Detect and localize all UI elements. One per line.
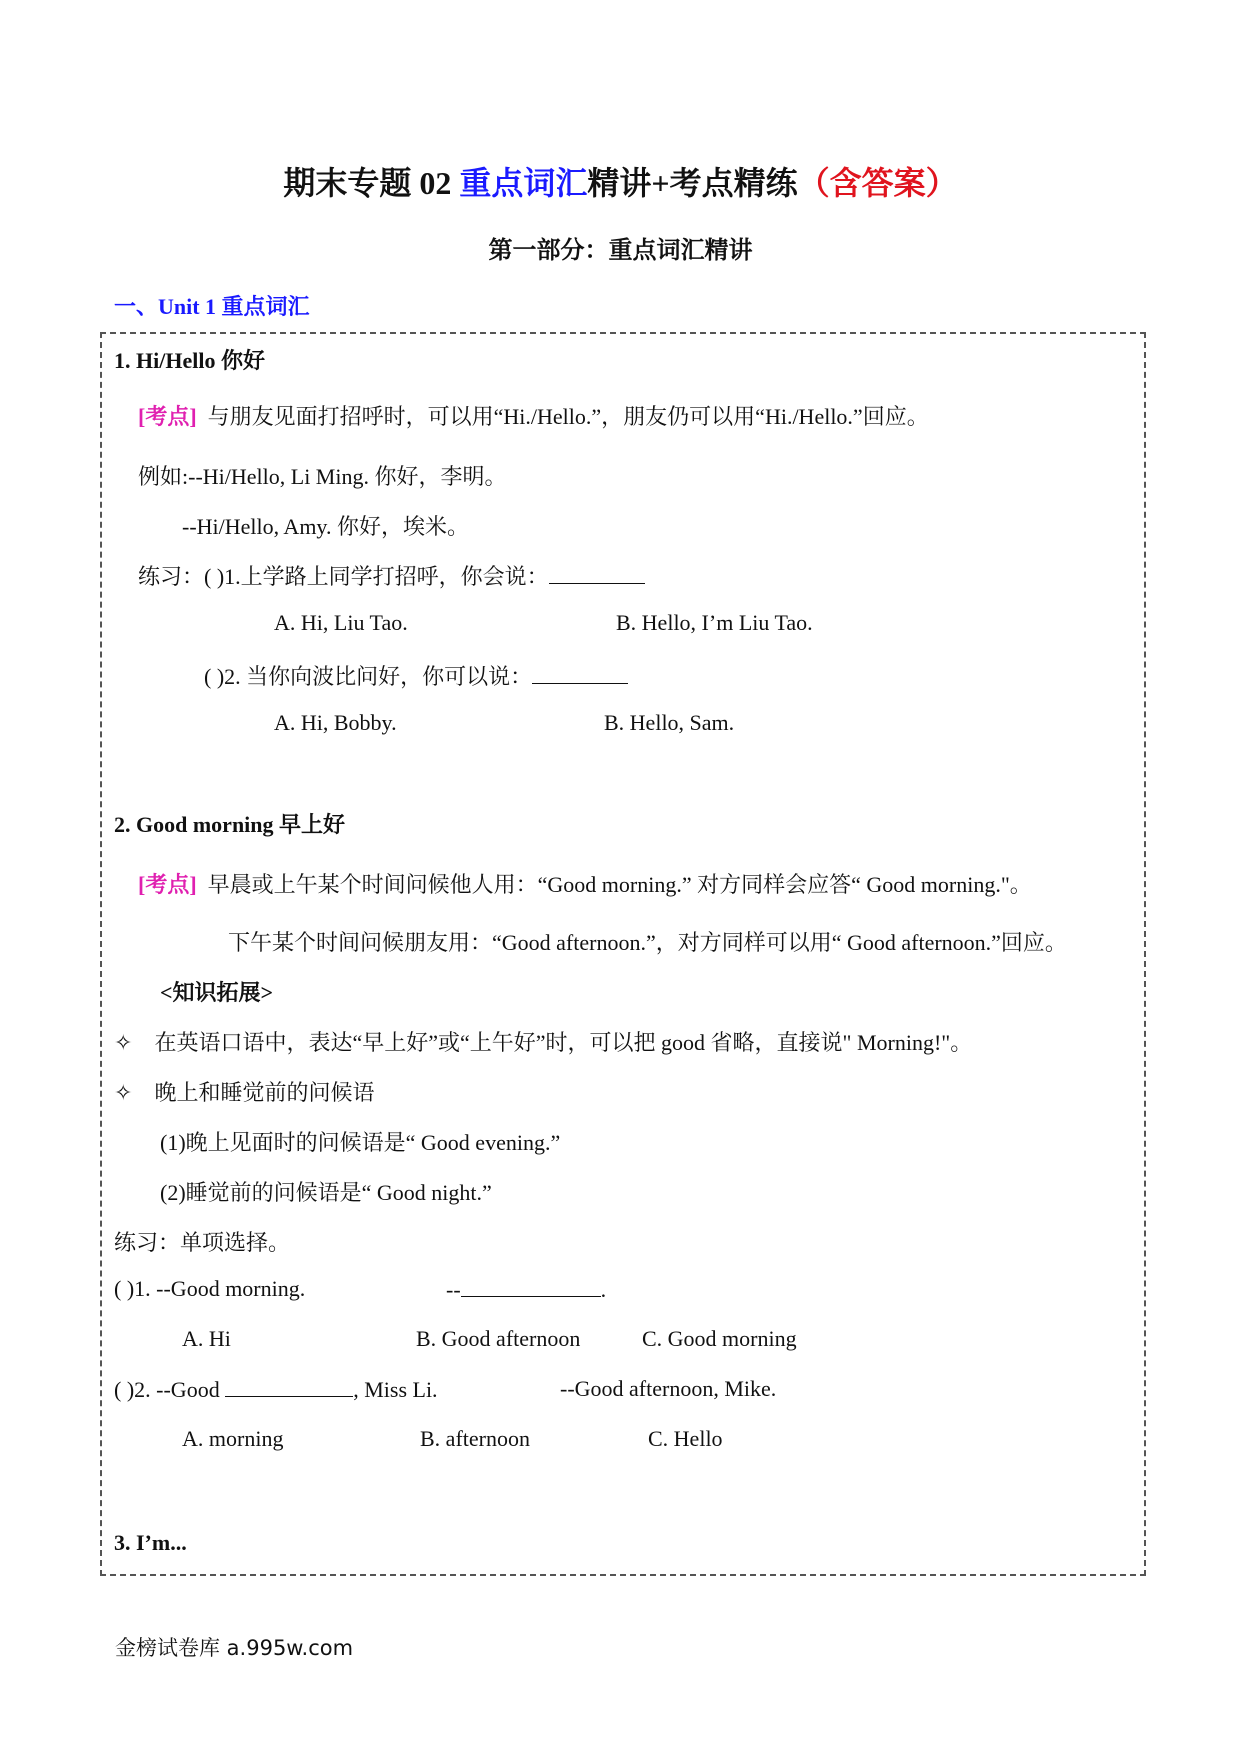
document-subtitle: 第一部分：重点词汇精讲 [488,238,753,264]
knowledge-extension-heading: <知识拓展> [160,980,274,1005]
question-prompt: ( )2. 当你向波比问好，你可以说： [204,664,533,689]
item1-question-2 [204,660,628,691]
kaodian-tag: [考点] [138,872,197,897]
item2-q1-option-c: C. Good morning [642,1326,797,1351]
title-part-3: 精讲+考点精练 [587,165,798,201]
kaodian-tag: [考点] [138,404,197,429]
item1-q2-option-b: B. Hello, Sam. [604,710,735,735]
reply-dash: -- [446,1277,461,1302]
item1-example-1: 例如:--Hi/Hello, Li Ming. 你好，李明。 [138,464,507,489]
section-heading: 一、Unit 1 重点词汇 [114,294,310,319]
item3-heading: 3. I’m... [114,1530,187,1555]
item1-example-2: --Hi/Hello, Amy. 你好，埃米。 [182,514,469,539]
title-part-2: 重点词汇 [459,165,588,201]
item2-q2-option-a: A. morning [182,1426,284,1451]
star-bullet-icon: ✧ [114,1030,133,1055]
title-part-1: 期末专题 02 [283,165,460,201]
title-part-4: （含答案） [797,165,958,201]
item2-question-2-reply: --Good afternoon, Mike. [560,1376,777,1401]
answer-blank[interactable] [461,1276,601,1297]
item2-q1-option-a: A. Hi [182,1326,231,1351]
item2-q2-option-c: C. Hello [648,1426,723,1451]
document-title [0,158,1241,204]
item1-heading: 1. Hi/Hello 你好 [114,348,265,373]
item1-question-1 [138,560,645,591]
item2-heading: 2. Good morning 早上好 [114,812,346,837]
answer-blank[interactable] [532,663,628,684]
item1-q2-option-a: A. Hi, Bobby. [274,710,397,735]
kaodian-text: 早晨或上午某个时间问候他人用：“Good morning.” 对方同样会应答“ Good morning."。 [207,872,1032,897]
practice-heading: 练习：单项选择。 [114,1230,291,1255]
item2-question-1-reply [446,1276,606,1303]
kaodian-text: 与朋友见面打招呼时，可以用“Hi./Hello.”，朋友仍可以用“Hi./Hello.”回应。 [207,404,929,429]
bullet-item-2 [114,1076,374,1107]
bullet-text: 晚上和睡觉前的问候语 [154,1080,375,1105]
item2-q2-option-b: B. afternoon [420,1426,530,1451]
star-bullet-icon: ✧ [114,1080,133,1105]
sub-item-1: (1)晚上见面时的问候语是“ Good evening.” [160,1130,561,1155]
reply-period: . [600,1277,607,1302]
question-prompt: 练习：( )1.上学路上同学打招呼，你会说： [138,564,549,589]
bullet-text: 在英语口语中，表达“早上好”或“上午好”时，可以把 good 省略，直接说" Morning!"。 [154,1030,973,1055]
item1-q1-option-a: A. Hi, Liu Tao. [274,610,408,635]
item2-kaodian [138,868,1032,899]
item2-q1-option-b: B. Good afternoon [416,1326,581,1351]
item1-kaodian [138,400,929,431]
footer-source: 金榜试卷库 a.995w.com [115,1636,354,1660]
item2-question-1 [114,1276,305,1302]
content-box [100,332,1146,1576]
sub-item-2: (2)睡觉前的问候语是“ Good night.” [160,1180,492,1205]
question-prompt: ( )1. --Good morning. [114,1276,306,1301]
question-suffix: , Miss Li. [353,1377,438,1402]
answer-blank[interactable] [225,1376,353,1397]
item1-q1-option-b: B. Hello, I’m Liu Tao. [616,610,813,635]
question-prompt: ( )2. --Good [114,1377,226,1402]
answer-blank[interactable] [549,563,645,584]
item2-kaodian-line-2: 下午某个时间问候朋友用：“Good afternoon.”，对方同样可以用“ Good afternoon.”回应。 [228,930,1067,955]
bullet-item-1 [114,1026,972,1057]
item2-question-2 [114,1376,438,1403]
